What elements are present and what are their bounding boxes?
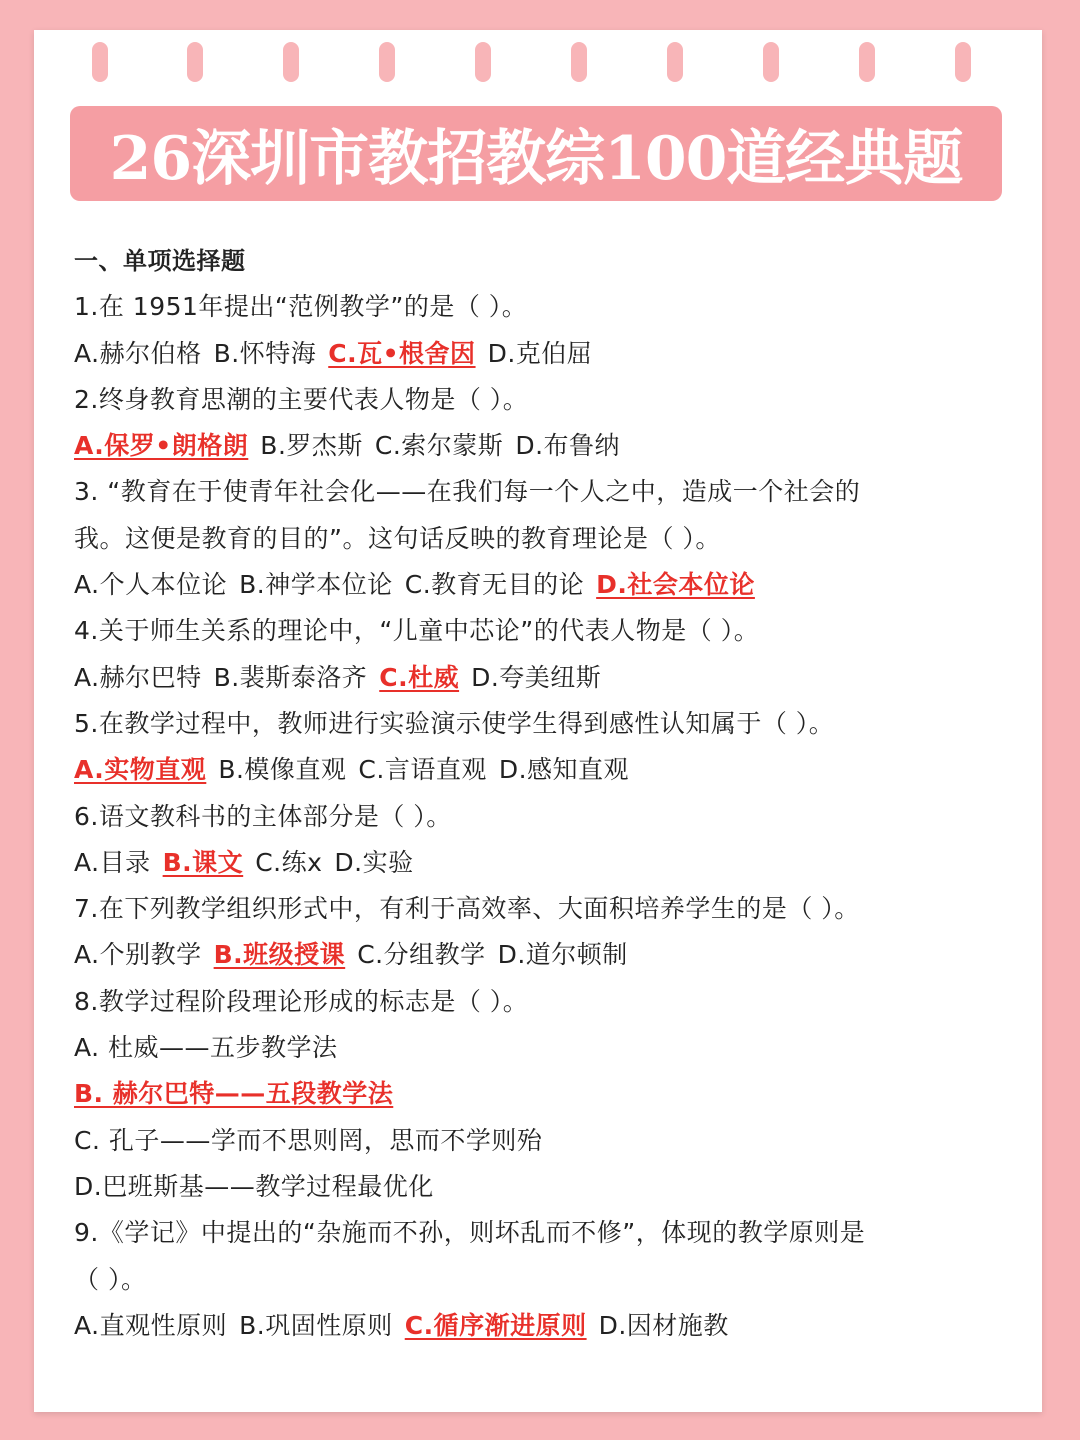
options-row bbox=[74, 655, 1004, 701]
binder-hole bbox=[571, 42, 587, 82]
answer-option: C.言语直观 bbox=[358, 755, 487, 785]
question-stem: 5.在教学过程中，教师进行实验演示使学生得到感性认知属于（ ）。 bbox=[74, 708, 835, 738]
binder-hole bbox=[379, 42, 395, 82]
question-stem: 2.终身教育思潮的主要代表人物是（ ）。 bbox=[74, 384, 529, 414]
question-list bbox=[74, 238, 1004, 1349]
correct-answer-option: B. 赫尔巴特——五段教学法 bbox=[74, 1079, 394, 1109]
question-stem: 3. “教育在于使青年社会化——在我们每一个人之中，造成一个社会的 bbox=[74, 477, 861, 507]
answer-option: C.练x bbox=[255, 847, 323, 877]
options-row bbox=[74, 932, 1004, 978]
answer-option: D.克伯屈 bbox=[487, 338, 593, 368]
options-row bbox=[74, 1164, 1004, 1210]
question-stem: 8.教学过程阶段理论形成的标志是（ ）。 bbox=[74, 986, 529, 1016]
options-row bbox=[74, 562, 1004, 608]
correct-answer-option: C.杜威 bbox=[379, 662, 460, 692]
answer-option: A.个人本位论 bbox=[74, 570, 228, 600]
question-stem: 1.在 1951年提出“范例教学”的是（ ）。 bbox=[74, 292, 528, 322]
binder-hole bbox=[187, 42, 203, 82]
options-row bbox=[74, 747, 1004, 793]
answer-option: C.分组教学 bbox=[357, 940, 486, 970]
answer-option: D.布鲁纳 bbox=[515, 431, 621, 461]
answer-option: C. 孔子——学而不思则罔，思而不学则殆 bbox=[74, 1125, 543, 1155]
question-stem: 4.关于师生关系的理论中，“儿童中芯论”的代表人物是（ ）。 bbox=[74, 616, 760, 646]
correct-answer-option: C.循序渐进原则 bbox=[404, 1310, 587, 1340]
binder-hole bbox=[859, 42, 875, 82]
answer-option: A. 杜威——五步教学法 bbox=[74, 1033, 338, 1063]
answer-option: C.教育无目的论 bbox=[404, 570, 585, 600]
correct-answer-option: A.保罗•朗格朗 bbox=[74, 431, 249, 461]
correct-answer-option: A.实物直观 bbox=[74, 755, 207, 785]
question-stem: 9.《学记》中提出的“杂施而不孙，则坏乱而不修”，体现的教学原则是 bbox=[74, 1218, 866, 1248]
section-heading: 一、单项选择题 bbox=[74, 247, 246, 275]
title-banner bbox=[70, 106, 1002, 201]
binder-hole bbox=[955, 42, 971, 82]
answer-option: D.因材施教 bbox=[598, 1310, 729, 1340]
answer-option: D.巴班斯基——教学过程最优化 bbox=[74, 1171, 434, 1201]
answer-option: B.罗杰斯 bbox=[260, 431, 363, 461]
binder-hole bbox=[763, 42, 779, 82]
answer-option: A.个别教学 bbox=[74, 940, 202, 970]
binder-hole bbox=[92, 42, 108, 82]
answer-option: A.赫尔伯格 bbox=[74, 338, 202, 368]
options-row bbox=[74, 1025, 1004, 1071]
correct-answer-option: C.瓦•根舍因 bbox=[328, 338, 476, 368]
question-stem: 6.语文教科书的主体部分是（ ）。 bbox=[74, 801, 452, 831]
correct-answer-option: B.班级授课 bbox=[213, 940, 346, 970]
binder-hole bbox=[475, 42, 491, 82]
binder-hole bbox=[667, 42, 683, 82]
options-row bbox=[74, 1118, 1004, 1164]
answer-option: A.赫尔巴特 bbox=[74, 662, 202, 692]
options-row bbox=[74, 331, 1004, 377]
options-row bbox=[74, 1303, 1004, 1349]
answer-option: B.怀特海 bbox=[213, 338, 317, 368]
answer-option: D.夸美纽斯 bbox=[471, 662, 602, 692]
answer-option: D.道尔顿制 bbox=[497, 940, 628, 970]
notebook-page bbox=[34, 30, 1042, 1412]
options-row bbox=[74, 840, 1004, 886]
question-stem: 我。这便是教育的目的”。这句话反映的教育理论是（ ）。 bbox=[74, 523, 721, 553]
answer-option: A.直观性原则 bbox=[74, 1310, 228, 1340]
question-stem: 7.在下列教学组织形式中，有利于高效率、大面积培养学生的是（ ）。 bbox=[74, 894, 860, 924]
answer-option: A.目录 bbox=[74, 847, 151, 877]
answer-option: B.巩固性原则 bbox=[239, 1310, 393, 1340]
answer-option: B.裴斯泰洛齐 bbox=[213, 662, 368, 692]
answer-option: B.神学本位论 bbox=[239, 570, 393, 600]
answer-option: D.实验 bbox=[334, 847, 414, 877]
binder-hole bbox=[283, 42, 299, 82]
question-stem: （ ）。 bbox=[74, 1264, 147, 1294]
binder-holes bbox=[34, 30, 1042, 110]
answer-option: D.感知直观 bbox=[498, 755, 630, 785]
correct-answer-option: D.社会本位论 bbox=[596, 570, 755, 600]
correct-answer-option: B.课文 bbox=[162, 847, 244, 877]
answer-option: B.模像直观 bbox=[218, 755, 347, 785]
answer-option: C.索尔蒙斯 bbox=[374, 431, 504, 461]
options-row bbox=[74, 1071, 1004, 1117]
page-title: 26深圳市教招教综100道经典题 bbox=[109, 123, 963, 194]
options-row bbox=[74, 423, 1004, 469]
